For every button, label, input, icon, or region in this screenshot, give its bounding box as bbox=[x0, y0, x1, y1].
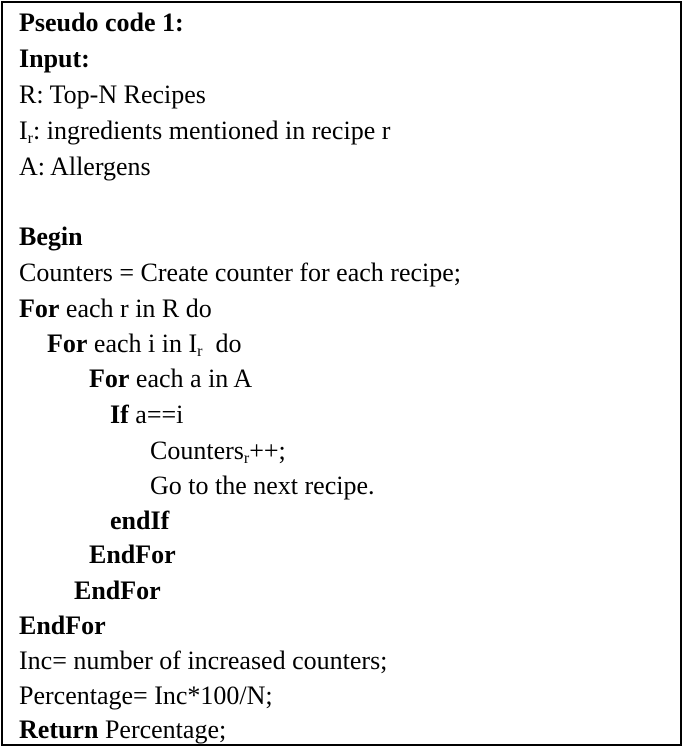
input-ir-line bbox=[19, 113, 390, 149]
for-keyword: For bbox=[89, 364, 130, 393]
ir-symbol: I bbox=[19, 116, 28, 145]
increment-operator: ++; bbox=[249, 436, 286, 465]
ir-description: : ingredients mentioned in recipe r bbox=[33, 116, 391, 145]
return-keyword: Return bbox=[19, 715, 99, 744]
ir-subscript: r bbox=[27, 130, 33, 147]
endif-keyword: endIf bbox=[110, 506, 170, 535]
return-line bbox=[19, 712, 226, 748]
code-title: Pseudo code 1: bbox=[19, 8, 184, 37]
pseudo-code-box bbox=[1, 1, 682, 746]
for-i-line bbox=[47, 326, 241, 362]
endfor-i-keyword: EndFor bbox=[74, 576, 161, 605]
for-a-text: each a in A bbox=[129, 364, 253, 393]
inc-line: Inc= number of increased counters; bbox=[19, 646, 388, 675]
return-value: Percentage; bbox=[98, 715, 227, 744]
begin-keyword: Begin bbox=[19, 222, 83, 251]
endfor-a-keyword: EndFor bbox=[89, 540, 176, 569]
percentage-line: Percentage= Inc*100/N; bbox=[19, 681, 273, 710]
ir-subscript: r bbox=[197, 343, 203, 360]
for-keyword: For bbox=[19, 294, 60, 323]
input-a-line: A: Allergens bbox=[19, 152, 151, 181]
input-r-line: R: Top-N Recipes bbox=[19, 80, 206, 109]
for-r-line bbox=[19, 291, 212, 327]
counters-symbol: Counters bbox=[150, 436, 244, 465]
goto-line: Go to the next recipe. bbox=[150, 471, 375, 500]
counters-subscript: r bbox=[243, 450, 250, 467]
if-line bbox=[110, 397, 183, 433]
counters-init-line: Counters = Create counter for each recipe; bbox=[19, 258, 462, 287]
counter-increment-line bbox=[150, 433, 286, 469]
if-keyword: If bbox=[110, 400, 129, 429]
input-label: Input: bbox=[19, 44, 90, 73]
for-a-line bbox=[89, 361, 252, 397]
for-i-text: each i in I bbox=[87, 329, 198, 358]
for-i-tail: do bbox=[202, 329, 242, 358]
if-condition: a==i bbox=[128, 400, 184, 429]
for-keyword: For bbox=[47, 329, 88, 358]
endfor-r-keyword: EndFor bbox=[19, 611, 106, 640]
for-r-text: each r in R do bbox=[59, 294, 212, 323]
